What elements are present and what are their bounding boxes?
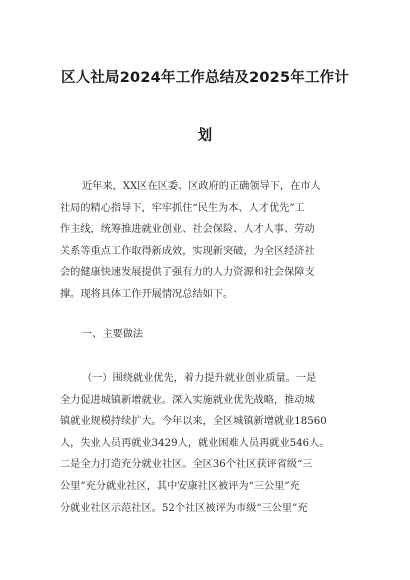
employment-paragraph-line: 二是全力打造充分就业社区。全区36个社区获评省级“三 [60, 459, 313, 471]
section-heading: 一、主要做法 [82, 329, 144, 340]
intro-paragraph [60, 176, 356, 306]
intro-paragraph-line: 社局的精心指导下，牢牢抓住“民生为本、人才优先”工 [60, 202, 305, 214]
employment-paragraph-line: 人，失业人员再就业3429人，就业困难人员再就业546人。 [60, 437, 330, 449]
employment-paragraph-line: 全力促进城镇新增就业。深入实施就业优先战略，推动城 [60, 394, 315, 406]
intro-paragraph-line: 近年来，XX区在区委、区政府的正确领导下，在市人 [82, 181, 321, 192]
employment-paragraph-line: （一）围绕就业优先，着力提升就业创业质量。一是 [82, 373, 317, 384]
document-title-line-1: 区人社局2024年工作总结及2025年工作计 [60, 70, 350, 86]
employment-paragraph-line: 镇就业规模持续扩大。今年以来，全区城镇新增就业18560 [60, 416, 327, 428]
intro-paragraph-line: 撑。现将具体工作开展情况总结如下。 [60, 288, 234, 300]
employment-paragraph-line: 公里”充分就业社区，其中安康社区被评为“三公里”充 [60, 480, 300, 492]
intro-paragraph-line: 会的健康快速发展提供了强有力的人力资源和社会保障支 [60, 267, 315, 279]
employment-paragraph [60, 368, 356, 519]
document-title-line-2: 划 [197, 128, 213, 144]
intro-paragraph-line: 作主线，统筹推进就业创业、社会保险、人才人事、劳动 [60, 224, 315, 236]
employment-paragraph-line: 分就业社区示范社区。52个社区被评为市级“三公里”充 [60, 502, 308, 514]
intro-paragraph-line: 关系等重点工作取得新成效，实现新突破，为全区经济社 [60, 245, 315, 257]
